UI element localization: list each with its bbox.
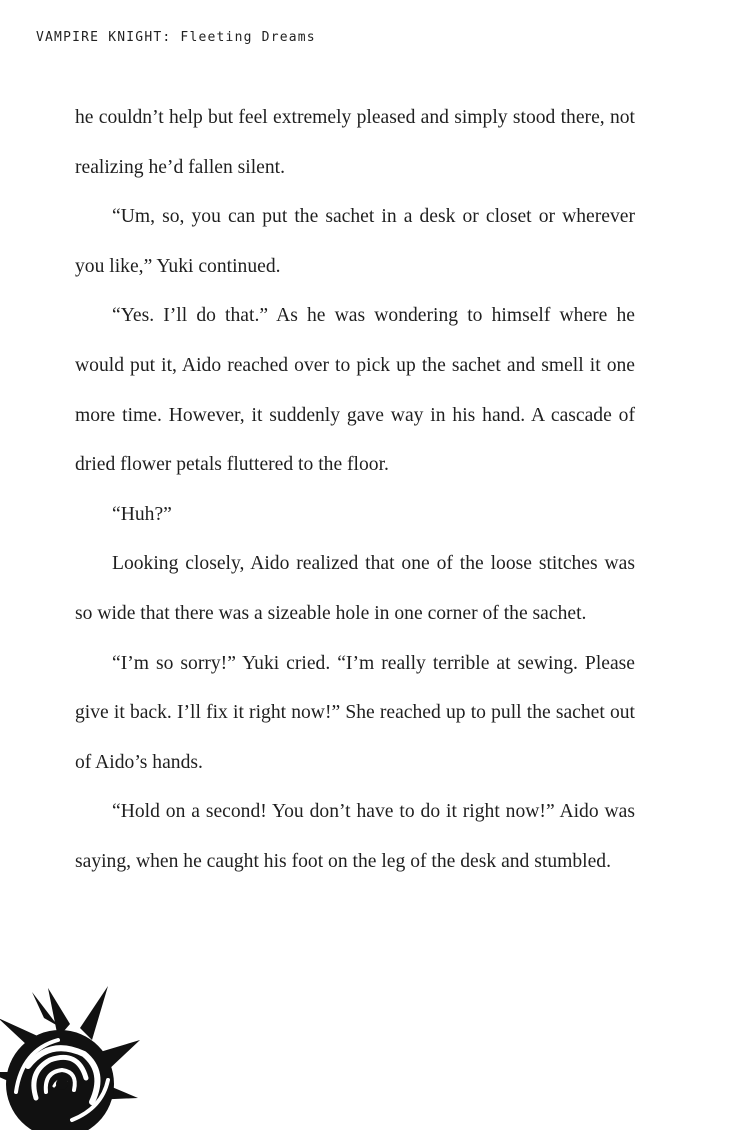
running-header: VAMPIRE KNIGHT: Fleeting Dreams	[36, 30, 316, 45]
paragraph: Looking closely, Aido realized that one of the loose stitches was so wide that there was a sizeable hole in one corner of the sachet.	[75, 553, 635, 624]
paragraph: “Hold on a second! You don’t have to do it right now!” Aido was saying, when he caught his foot on the leg of the desk and stumbled.	[75, 801, 635, 872]
rose-ornament-icon	[0, 980, 148, 1130]
paragraph: “Um, so, you can put the sachet in a desk or closet or wherever you like,” Yuki continued.	[75, 206, 635, 277]
paragraph: “Yes. I’ll do that.” As he was wondering to himself where he would put it, Aido reached over to pick up the sachet and smell it one more time. However, it suddenly gave way in his hand. A cascade of dried flower petals fluttered to the floor.	[75, 305, 635, 476]
paragraph: “Huh?”	[112, 503, 172, 525]
paragraph: he couldn’t help but feel extremely pleased and simply stood there, not realizing he’d fallen silent.	[75, 107, 635, 178]
body-text	[75, 93, 635, 887]
paragraph: “I’m so sorry!” Yuki cried. “I’m really terrible at sewing. Please give it back. I’ll fix it right now!” She reached up to pull the sachet out of Aido’s hands.	[75, 652, 635, 773]
